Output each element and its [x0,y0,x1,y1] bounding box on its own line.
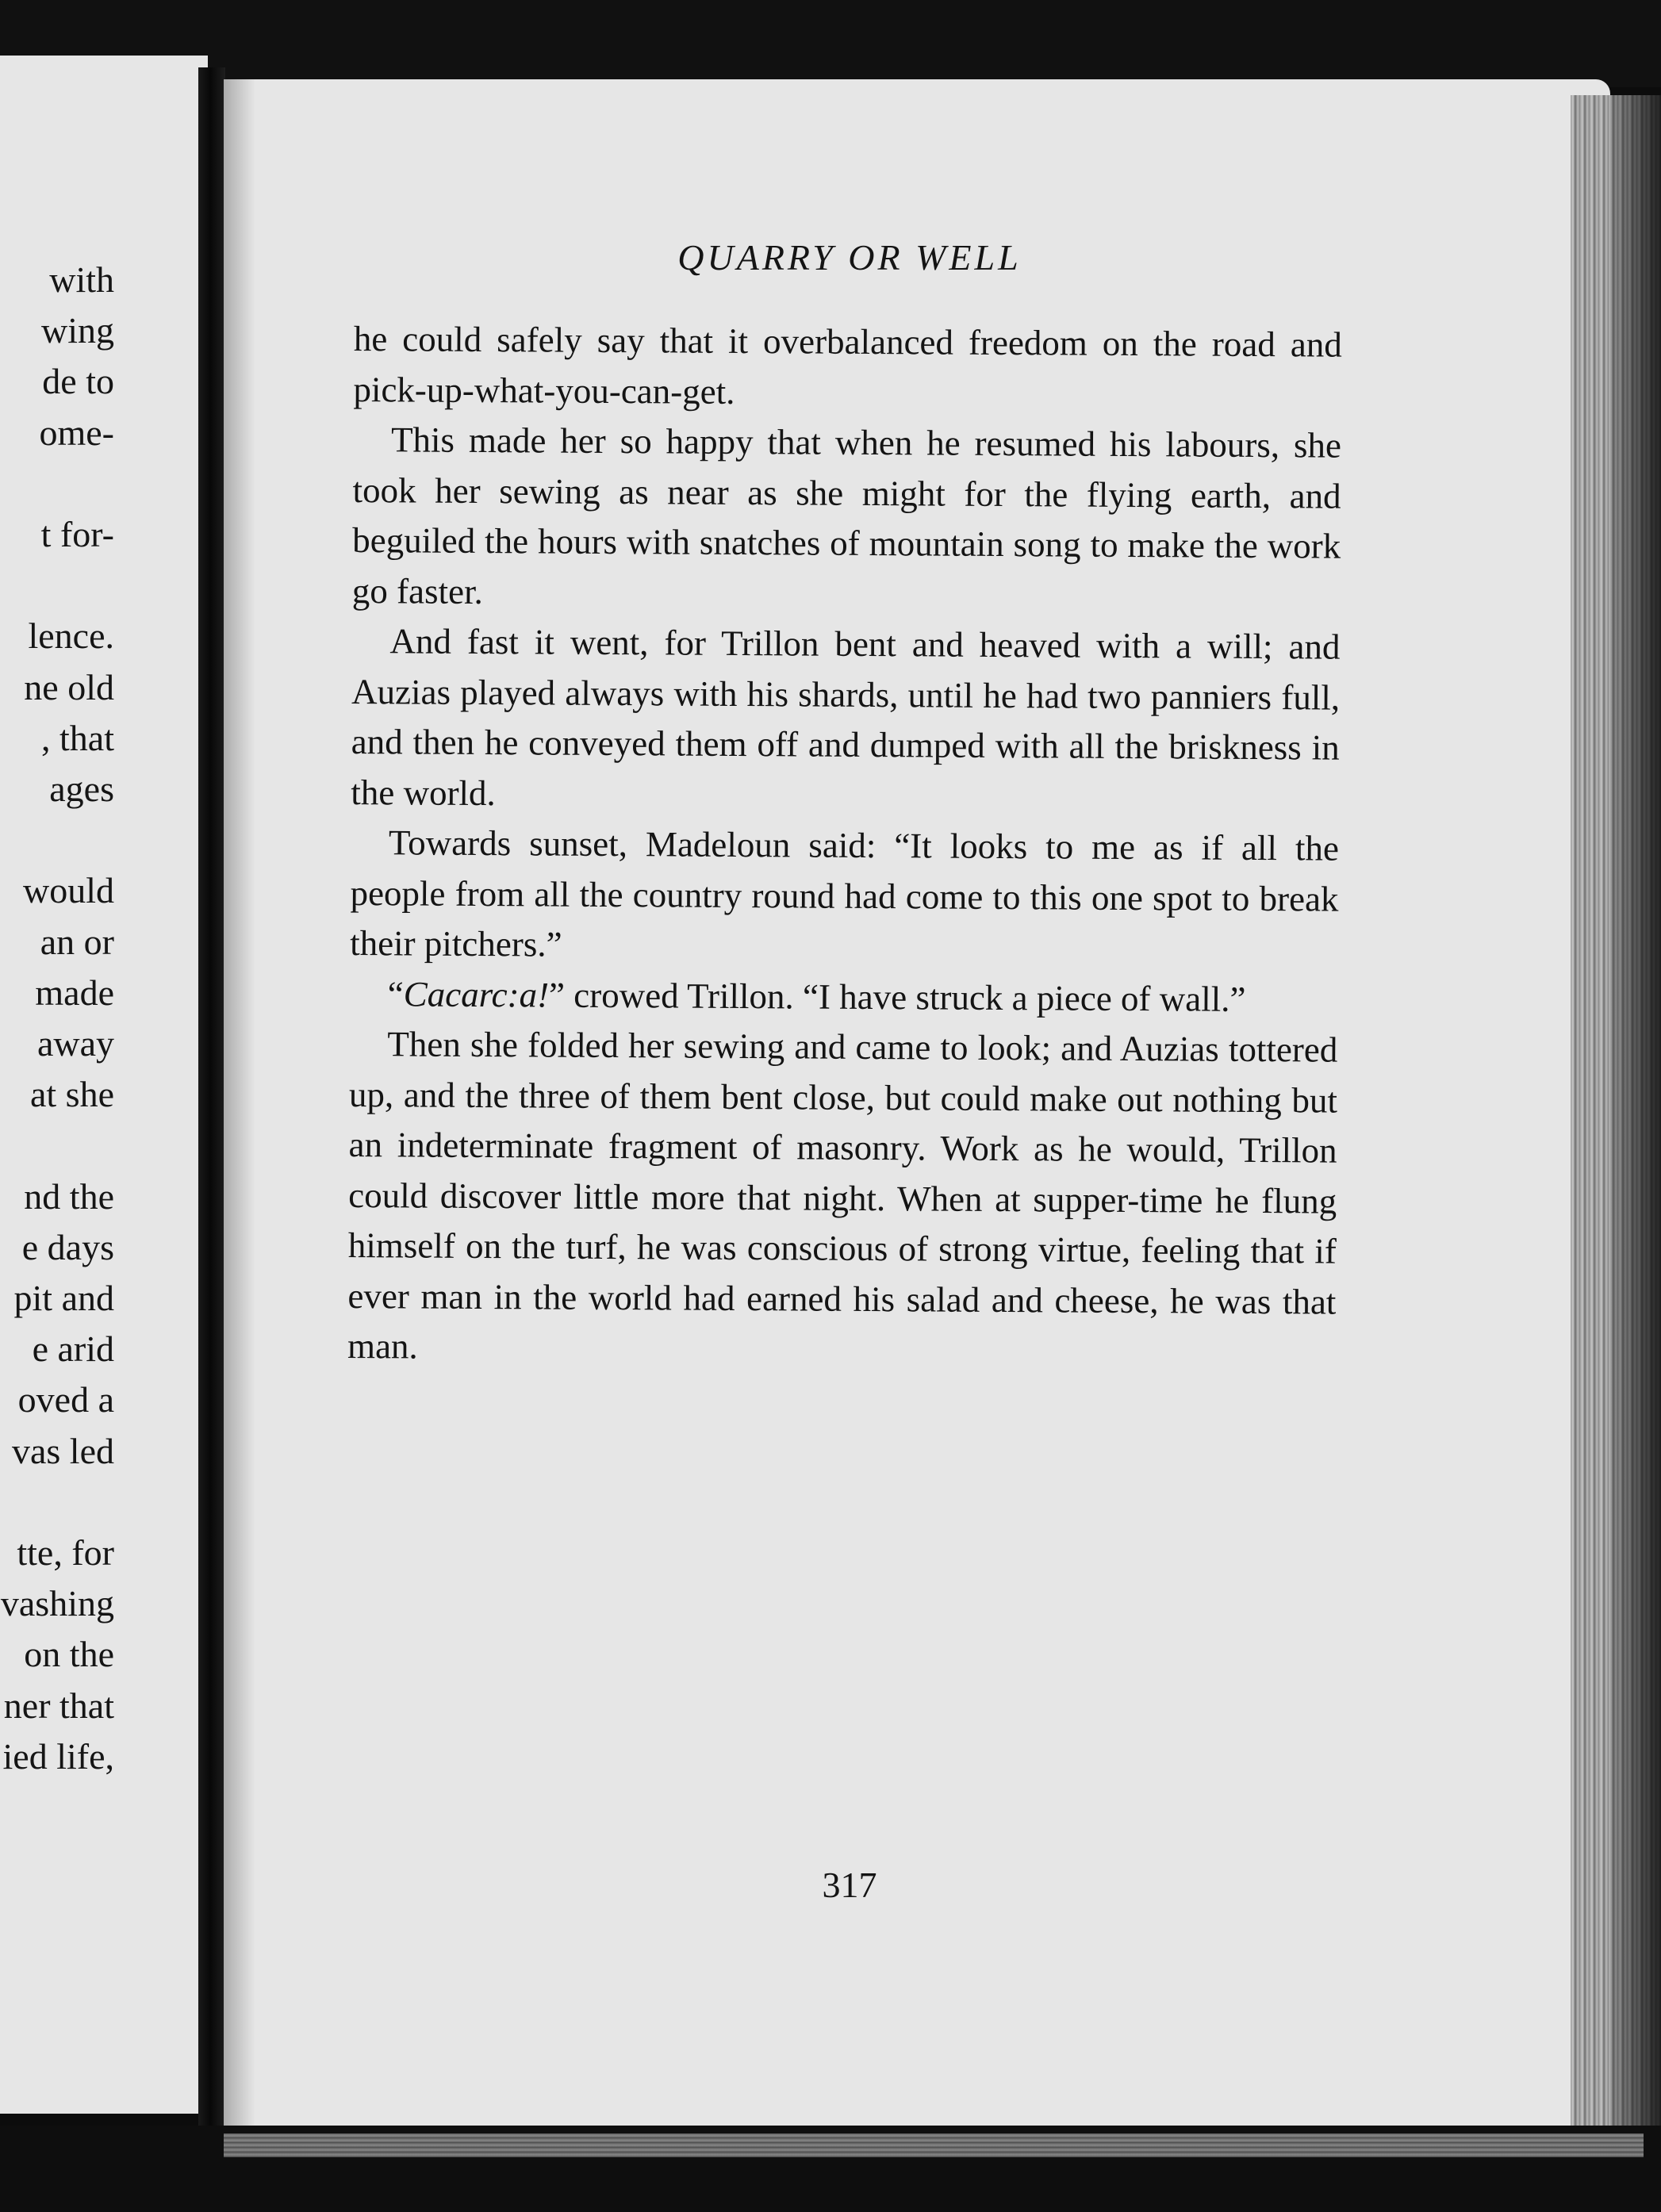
italic-text: Cacarc:a! [403,973,550,1015]
left-page-line: oved a [17,1379,114,1420]
left-page-line: pit and [13,1278,114,1318]
paragraph [347,1019,1338,1378]
left-page-line: ome- [39,412,114,453]
text-run: he could safely say that it overbalanced freedom on the road and pick-up-what-you-can-get. [353,318,1342,412]
left-page-line: on the [24,1634,114,1675]
text-run: Then she folded her sewing and came to look; and Auzias tottered up, and the three of them bent close, but could make out nothing but an indeterminate fragment of masonry. Work as he would, Trillon could discover little more that night. When at supper-time he flung himself on the turf, he was conscious of strong virtue, feeling that if ever man in the world had earned his salad and cheese, he was that man. [347,1024,1338,1367]
left-page-line: tte, for [17,1532,114,1573]
text-run: Towards sunset, Madeloun said: “It looks to me as if all the people from all the country round had come to this one spot to break their pitchers.” [350,822,1340,964]
scan-background-top [0,0,1661,87]
left-facing-page [0,56,208,2114]
left-page-line: made [35,972,114,1013]
left-page-line: lence. [28,615,114,657]
running-head: QUARRY OR WELL [677,237,1022,278]
book-gutter [198,67,225,2137]
left-page-line: with [49,259,114,300]
left-page-line: , that [41,717,114,758]
left-page-line: ne old [24,666,114,707]
left-page-line: an or [40,921,114,962]
left-page-line: wing [41,310,114,351]
left-page-line: e days [21,1226,114,1267]
paragraph [353,314,1342,421]
left-page-line: vashing [0,1583,114,1624]
left-page-line: ner that [3,1685,114,1726]
body-text [347,314,1342,1378]
left-page-line: nd the [24,1175,114,1217]
left-page-line: would [23,870,114,911]
left-page-line: away [36,1023,114,1064]
text-run: This made her so happy that when he resumed his labours, she took her sewing as near as she might for the flying earth, and beguiled the hours with snatches of mountain song to make the work go faster. [351,420,1342,611]
page-block-shadow [1610,95,1661,2126]
left-page-line: ages [49,769,114,809]
left-page-line: de to [42,361,114,402]
text-run: “ [387,973,404,1014]
left-page-line: at she [29,1074,114,1115]
paragraph [350,968,1338,1025]
paragraph [350,818,1339,975]
gutter-shadow [224,79,255,2157]
page-number: 317 [822,1865,877,1905]
left-page-line: t for- [40,514,114,554]
left-page-line: vas led [11,1430,114,1471]
text-run: ” crowed Trillon. “I have struck a piece of wall.” [548,975,1246,1019]
left-page-line: e arid [32,1328,114,1370]
paragraph [352,415,1342,623]
text-run: And fast it went, for Trillon bent and heaved with a will; and Auzias played always with his shards, until he had two panniers full, and then he conveyed them off and dumped with all the briskness in the world. [351,621,1341,813]
left-page-line: ied life, [2,1735,114,1777]
paragraph [351,616,1341,824]
page-block-bottom-edge [224,2133,1644,2157]
